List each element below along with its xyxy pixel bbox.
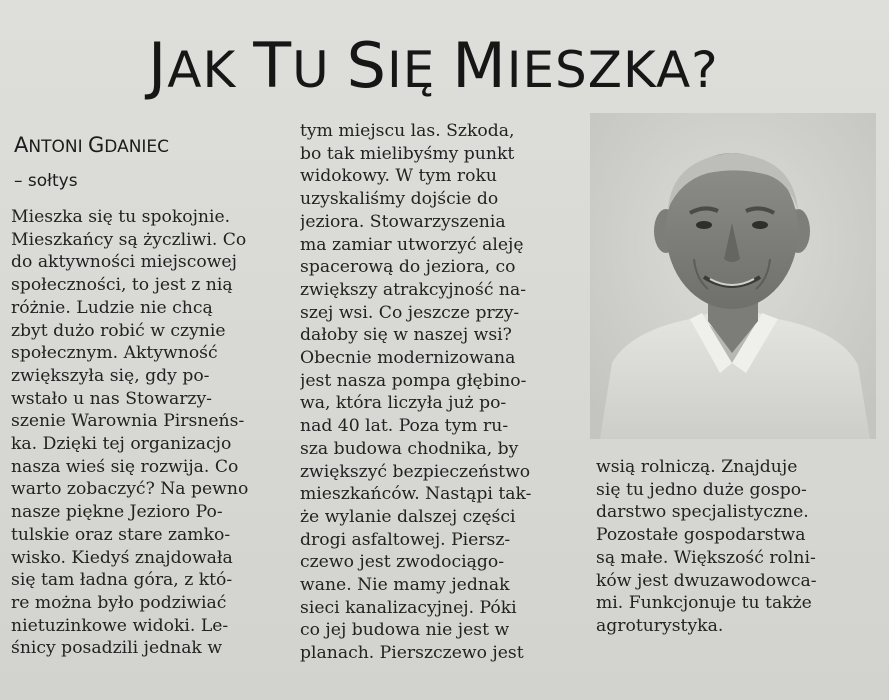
author-block [14, 128, 284, 198]
text-line: społecznym. Aktywność [11, 343, 218, 364]
author-photo [590, 113, 876, 439]
text-line: Mieszka się tu spokojnie. [11, 207, 231, 227]
text-line: darstwo specjalistyczne. [596, 502, 809, 523]
text-line: re można było podziwiać [11, 592, 227, 613]
text-line: Pozostałe gospodarstwa [596, 525, 806, 546]
text-line: nietuzinkowe widoki. Le- [11, 615, 229, 636]
text-line: śnicy posadzili jednak w [11, 638, 223, 659]
author-name: ANTONI GDANIEC [14, 133, 170, 157]
text-line: ka. Dzięki tej organizacjo [11, 434, 232, 455]
text-line: zwiększy atrakcyjność na- [300, 279, 527, 300]
text-line: wsią rolniczą. Znajduje [596, 457, 798, 477]
text-line: nasze piękne Jezioro Po- [11, 502, 223, 523]
article-column-1 [11, 206, 287, 660]
text-line: zwiększyć bezpieczeństwo [300, 461, 531, 482]
text-line: czewo jest zwodociągo- [300, 552, 505, 573]
text-line: planach. Pierszczewo jest [300, 643, 524, 664]
article-title [148, 26, 748, 110]
text-line: ków jest dwuzawodowca- [596, 570, 817, 591]
text-line: różnie. Ludzie nie chcą [11, 297, 213, 318]
text-line: się tam ładna góra, z któ- [11, 570, 233, 591]
article-column-3 [596, 456, 882, 638]
text-line: Mieszkańcy są życzliwi. Co [11, 229, 247, 250]
text-line: wstało u nas Stowarzy- [11, 388, 212, 409]
text-line: wa, która liczyła już po- [300, 393, 507, 414]
text-line: tulskie oraz stare zamko- [11, 524, 231, 545]
text-line: sza budowa chodnika, by [300, 438, 519, 459]
text-line: uzyskaliśmy dojście do [300, 189, 499, 210]
text-line: są małe. Większość rolni- [596, 547, 816, 568]
author-role: – sołtys [14, 171, 78, 191]
text-line: do aktywności miejscowej [11, 252, 237, 273]
text-line: nasza wieś się rozwija. Co [11, 456, 239, 477]
text-line: Obecnie modernizowana [300, 348, 516, 369]
text-line: ma zamiar utworzyć aleję [300, 234, 524, 255]
text-line: co jej budowa nie jest w [300, 620, 510, 641]
text-line: szenie Warownia Pirsneńs- [11, 411, 245, 432]
text-line: wisko. Kiedyś znajdowała [11, 547, 233, 568]
article-title-text: JAK TU SIĘ MIESZKA? [148, 29, 719, 102]
text-line: bo tak mielibyśmy punkt [300, 143, 515, 164]
text-line: szej wsi. Co jeszcze przy- [300, 302, 520, 323]
text-line: agroturystyka. [596, 615, 724, 636]
text-line: się tu jedno duże gospo- [596, 479, 807, 500]
text-line: zbyt dużo robić w czynie [11, 320, 226, 341]
text-line: sieci kanalizacyjnej. Póki [300, 597, 517, 618]
text-line: mi. Funkcjonuje tu także [596, 593, 812, 614]
text-line: warto zobaczyć? Na pewno [11, 479, 249, 500]
text-line: nad 40 lat. Poza tym ru- [300, 416, 509, 437]
text-line: że wylanie dalszej części [300, 506, 516, 527]
text-line: mieszkańców. Nastąpi tak- [300, 484, 532, 505]
text-line: spacerową do jeziora, co [300, 257, 516, 278]
text-line: drogi asfaltowej. Piersz- [300, 529, 511, 550]
text-line: dałoby się w naszej wsi? [300, 325, 512, 346]
text-line: jeziora. Stowarzyszenia [300, 211, 506, 232]
text-line: jest nasza pompa głębino- [300, 370, 527, 391]
text-line: widokowy. W tym roku [300, 166, 497, 187]
portrait-illustration [590, 113, 876, 439]
text-line: tym miejscu las. Szkoda, [300, 121, 515, 141]
text-line: społeczności, to jest z nią [11, 275, 233, 296]
article-column-2 [300, 120, 578, 665]
text-line: wane. Nie mamy jednak [300, 575, 510, 596]
text-line: zwiększyła się, gdy po- [11, 365, 210, 386]
